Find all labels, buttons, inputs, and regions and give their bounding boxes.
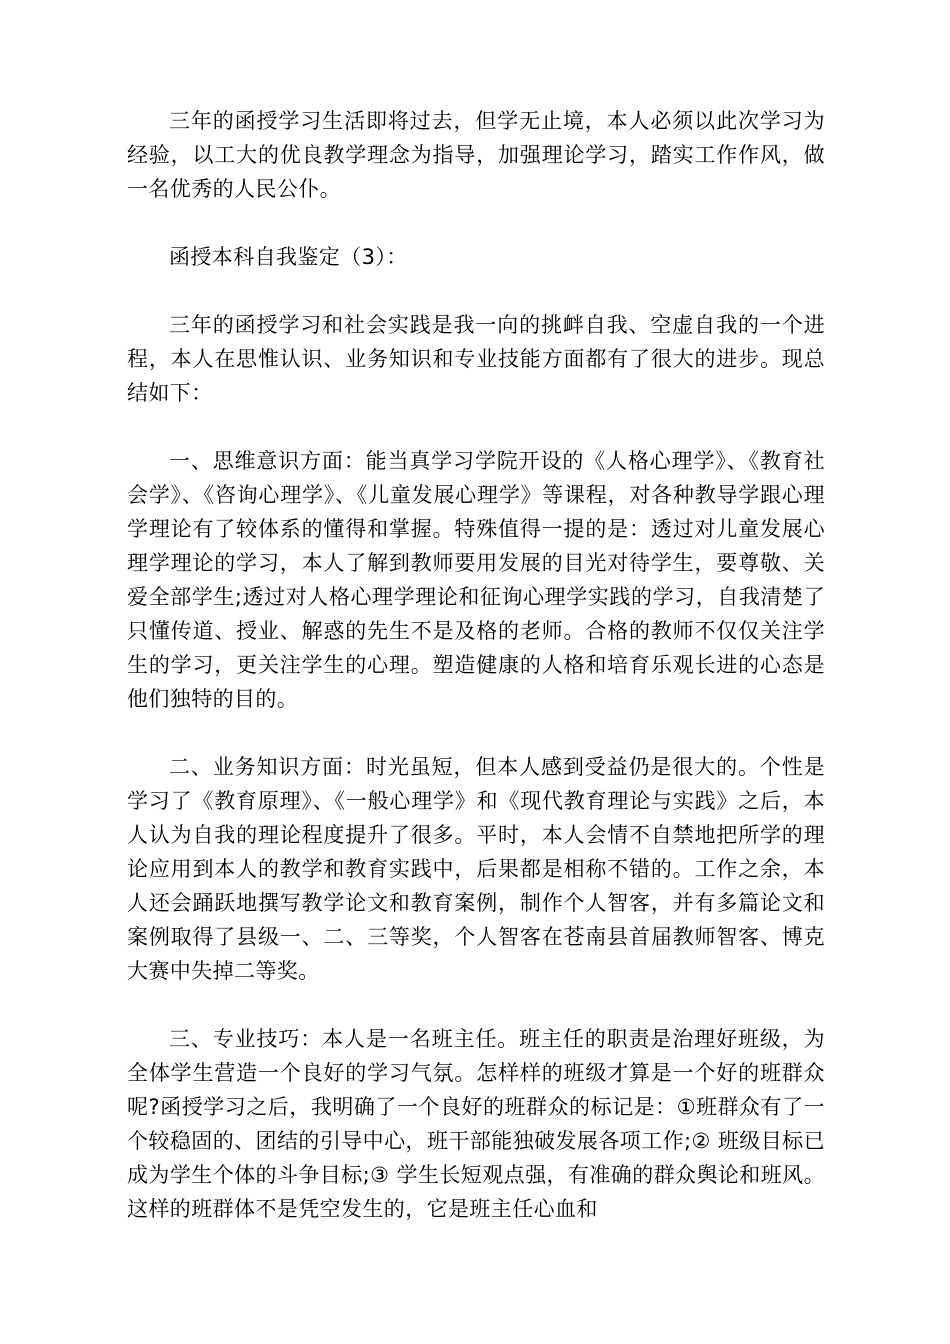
paragraph-thinking: 一、思维意识方面：能当真学习学院开设的《人格心理学》、《教育社会学》、《咨询心理学》、《儿童发展心理学》等课程，对各种教导学跟心理学理论有了较体系的懂得和掌握。特殊值得一提的是：透过对儿童发展心理学理论的学习，本人了解到教师要用发展的目光对待学生，要尊敬、关爱全部学生;透过对人格心理学理论和征询心理学实践的学习，自我清楚了只懂传道、授业、解惑的先生不是及格的老师。合格的教师不仅仅关注学生的学习，更关注学生的心理。塑造健康的人格和培育乐观长进的心态是他们独特的目的。 <box>127 449 825 711</box>
section-heading: 函授本科自我鉴定（3）： <box>169 245 408 269</box>
paragraph-professional-skills: 三、专业技巧：本人是一名班主任。班主任的职责是治理好班级，为全体学生营造一个良好的学习气氛。怎样样的班级才算是一个好的班群众呢?函授学习之后，我明确了一个良好的班群众的标记是：①班群众有了一个较稳固的、团结的引导中心，班干部能独破发展各项工作;② 班级目标已成为学生个体的斗争目标;③ 学生长短观点强，有准确的群众舆论和班风。这样的班群体不是凭空发生的，它是班主任心血和 <box>127 1027 825 1221</box>
document-page <box>127 104 825 1260</box>
paragraph-business-knowledge: 二、业务知识方面：时光虽短，但本人感到受益仍是很大的。个性是学习了《教育原理》、《一般心理学》和《现代教育理论与实践》之后，本人认为自我的理论程度提升了很多。平时，本人会情不自禁地把所学的理论应用到本人的教学和教育实践中，后果都是相称不错的。工作之余，本人还会踊跃地撰写教学论文和教育案例，制作个人智客，并有多篇论文和案例取得了县级一、二、三等奖，个人智客在苍南县首届教师智客、博克大赛中失掉二等奖。 <box>127 755 825 983</box>
paragraph-intro: 三年的函授学习和社会实践是我一向的挑衅自我、空虚自我的一个进程，本人在思惟认识、业务知识和专业技能方面都有了很大的进步。现总结如下： <box>127 313 825 405</box>
paragraph-conclusion: 三年的函授学习生活即将过去，但学无止境，本人必须以此次学习为经验，以工大的优良教学理念为指导，加强理论学习，踏实工作作风，做一名优秀的人民公仆。 <box>127 109 825 201</box>
